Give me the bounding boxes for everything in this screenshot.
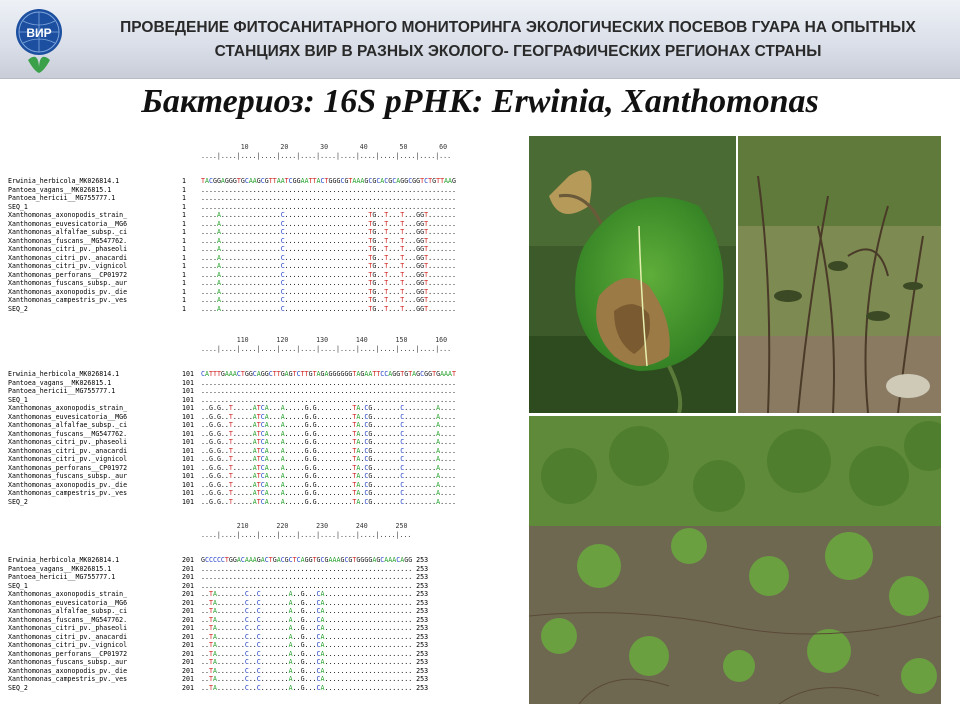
sequence-name: Xanthomonas_campestris_pv._ves xyxy=(8,296,128,304)
alignment-row xyxy=(8,387,524,396)
ruler-ticks xyxy=(8,531,524,540)
ruler-ticks xyxy=(8,152,524,161)
sequence-residues: ....A...............C.....................TG..T...T...GGT....... xyxy=(201,304,456,313)
ruler-text: ....|....|....|....|....|....|....|....|....|....|....|....|... xyxy=(201,151,452,160)
sequence-end-position: 253 xyxy=(412,590,429,598)
sequence-name: Pantoea_vagans__MK026815.1 xyxy=(8,564,112,573)
alignment-row xyxy=(8,271,524,280)
alignment-row xyxy=(8,650,524,659)
header-title xyxy=(88,16,948,64)
ruler-numbers xyxy=(8,336,524,345)
sequence-residues: ....A...............C.....................TG..T...T...GGT....... xyxy=(201,236,456,245)
sequence-residues: ..TA.......C..C.......A..G...CA...................... 253 xyxy=(201,658,429,666)
alignment-row xyxy=(8,658,524,667)
sequence-position: 201 xyxy=(182,666,194,675)
sequence-name: SEQ_1 xyxy=(8,581,28,590)
sequence-alignment xyxy=(8,138,524,716)
alignment-row xyxy=(8,194,524,203)
alignment-row xyxy=(8,447,524,456)
alignment-row xyxy=(8,565,524,574)
sequence-position: 201 xyxy=(182,675,194,683)
alignment-row xyxy=(8,254,524,263)
sequence-residues: ..TA.......C..C.......A..G...CA...................... 253 xyxy=(201,598,429,607)
alignment-row xyxy=(8,288,524,297)
sequence-name: Pantoea_hericii__MG755777.1 xyxy=(8,573,116,581)
alignment-row xyxy=(8,211,524,220)
sequence-end-position: 253 xyxy=(412,641,429,649)
sequence-position: 201 xyxy=(182,632,194,641)
sequence-name: Xanthomonas_fuscans__MG547762. xyxy=(8,615,128,624)
ruler-numbers xyxy=(8,143,524,152)
sequence-name: Xanthomonas_alfalfae_subsp._ci xyxy=(8,228,128,236)
alignment-row xyxy=(8,675,524,684)
alignment-block xyxy=(8,143,524,313)
alignment-row xyxy=(8,220,524,229)
sequence-residues: ..G.G..T.....ATCA...A.....G.G.........TA.CG.......C........A.... xyxy=(201,463,456,472)
ruler-ticks xyxy=(8,345,524,354)
sequence-residues: ..G.G..T.....ATCA...A.....G.G.........TA.CG.......C........A.... xyxy=(201,404,456,412)
sequence-position: 201 xyxy=(182,683,194,692)
sequence-position: 201 xyxy=(182,658,194,666)
sequence-name: Xanthomonas_perforans__CP01972 xyxy=(8,463,128,472)
alignment-row xyxy=(8,624,524,633)
sequence-position: 1 xyxy=(182,236,186,245)
sequence-position: 201 xyxy=(182,581,194,590)
sequence-residues: ..................................................... 253 xyxy=(201,573,429,581)
sequence-position: 1 xyxy=(182,279,186,287)
sequence-name: Xanthomonas_alfalfae_subsp._ci xyxy=(8,607,128,615)
sequence-residues: CATTTGAAACTGGCAGGCTTGAGTCTTGTAGAGGGGGGTAGAATTCCAGGTGTAGCGGTGAAAT xyxy=(201,370,456,378)
sequence-position: 201 xyxy=(182,615,194,624)
sequence-residues: ..G.G..T.....ATCA...A.....G.G.........TA.CG.......C........A.... xyxy=(201,429,456,438)
sequence-residues: ..G.G..T.....ATCA...A.....G.G.........TA.CG.......C........A.... xyxy=(201,472,456,480)
sequence-name: Xanthomonas_euvesicatoria__MG6 xyxy=(8,412,128,421)
sequence-residues: ................................................................ xyxy=(201,378,456,387)
alignment-block xyxy=(8,522,524,692)
sequence-residues: ..G.G..T.....ATCA...A.....G.G.........TA.CG.......C........A.... xyxy=(201,480,456,489)
alignment-row xyxy=(8,186,524,195)
alignment-row xyxy=(8,421,524,430)
sequence-residues: ....A...............C.....................TG..T...T...GGT....... xyxy=(201,245,456,253)
sequence-residues: ..G.G..T.....ATCA...A.....G.G.........TA.CG.......C........A.... xyxy=(201,438,456,446)
sequence-name: Erwinia_herbicola_MK026814.1 xyxy=(8,177,120,185)
sequence-residues: ..................................................... 253 xyxy=(201,581,429,590)
sequence-position: 101 xyxy=(182,404,194,412)
alignment-row xyxy=(8,641,524,650)
sequence-position: 101 xyxy=(182,421,194,429)
alignment-row xyxy=(8,430,524,439)
slide-title: Бактериоз: 16S рРНК: Erwinia, Xanthomonas xyxy=(141,83,819,120)
sequence-position: 201 xyxy=(182,598,194,607)
sequence-position: 101 xyxy=(182,395,194,404)
sequence-position: 201 xyxy=(182,590,194,598)
alignment-row xyxy=(8,481,524,490)
sequence-position: 1 xyxy=(182,296,186,304)
sequence-name: Xanthomonas_perforans__CP01972 xyxy=(8,270,128,279)
sequence-position: 201 xyxy=(182,573,194,581)
sequence-name: Xanthomonas_fuscans_subsp._aur xyxy=(8,658,128,666)
sequence-position: 201 xyxy=(182,607,194,615)
sequence-name: Erwinia_herbicola_MK026814.1 xyxy=(8,556,120,564)
sequence-name: Xanthomonas_citri_pv._phaseoli xyxy=(8,624,128,632)
alignment-row xyxy=(8,203,524,212)
sequence-position: 1 xyxy=(182,185,186,194)
sequence-name: Erwinia_herbicola_MK026814.1 xyxy=(8,370,120,378)
sequence-name: Pantoea_hericii__MG755777.1 xyxy=(8,194,116,202)
sequence-position: 1 xyxy=(182,194,186,202)
sequence-residues: ....A...............C.....................TG..T...T...GGT....... xyxy=(201,270,456,279)
sequence-position: 1 xyxy=(182,253,186,262)
alignment-row xyxy=(8,498,524,507)
alignment-row xyxy=(8,472,524,481)
sequence-residues: ..TA.......C..C.......A..G...CA...................... 253 xyxy=(201,649,429,658)
sequence-name: Xanthomonas_citri_pv._anacardi xyxy=(8,446,128,455)
sequence-position: 101 xyxy=(182,480,194,489)
alignment-row xyxy=(8,245,524,254)
sequence-position: 101 xyxy=(182,489,194,497)
sequence-residues: ................................................................ xyxy=(201,194,456,202)
sequence-residues: ..TA.......C..C.......A..G...CA...................... 253 xyxy=(201,641,429,649)
sequence-end-position: 253 xyxy=(412,683,429,692)
sequence-position: 1 xyxy=(182,262,186,270)
sequence-position: 101 xyxy=(182,455,194,463)
sequence-residues: ................................................................ xyxy=(201,395,456,404)
sequence-residues: ....A...............C.....................TG..T...T...GGT....... xyxy=(201,262,456,270)
alignment-row xyxy=(8,438,524,447)
ruler-text: 210 220 230 240 250 xyxy=(201,522,408,530)
alignment-row xyxy=(8,177,524,186)
sequence-residues: ....A...............C.....................TG..T...T...GGT....... xyxy=(201,296,456,304)
sequence-residues: ................................................................ xyxy=(201,202,456,211)
sequence-name: Xanthomonas_axonopodis_pv._die xyxy=(8,287,128,296)
sequence-residues: ................................................................ xyxy=(201,387,456,395)
sequence-name: Xanthomonas_axonopodis_strain_ xyxy=(8,211,128,219)
sequence-name: Xanthomonas_fuscans__MG547762. xyxy=(8,236,128,245)
sequence-name: SEQ_2 xyxy=(8,304,28,313)
sequence-name: Xanthomonas_fuscans__MG547762. xyxy=(8,429,128,438)
sequence-position: 101 xyxy=(182,387,194,395)
sequence-name: Xanthomonas_axonopodis_strain_ xyxy=(8,404,128,412)
sequence-position: 1 xyxy=(182,228,186,236)
sequence-residues: ..G.G..T.....ATCA...A.....G.G.........TA.CG.......C........A.... xyxy=(201,412,456,421)
sequence-name: Xanthomonas_citri_pv._vignicol xyxy=(8,455,128,463)
alignment-row xyxy=(8,489,524,498)
sequence-end-position: 253 xyxy=(412,658,429,666)
sequence-position: 1 xyxy=(182,287,186,296)
slide-header xyxy=(0,0,960,79)
alignment-row xyxy=(8,237,524,246)
alignment-row xyxy=(8,413,524,422)
alignment-row xyxy=(8,370,524,379)
header-title-line-2: СТАНЦИЯХ ВИР В РАЗНЫХ ЭКОЛОГО- ГЕОГРАФИЧЕСКИХ РЕГИОНАХ СТРАНЫ xyxy=(214,43,822,60)
alignment-row xyxy=(8,590,524,599)
sequence-end-position: 253 xyxy=(412,564,429,573)
sequence-residues: ..TA.......C..C.......A..G...CA...................... 253 xyxy=(201,632,429,641)
sequence-position: 201 xyxy=(182,564,194,573)
sequence-name: SEQ_1 xyxy=(8,202,28,211)
sequence-position: 101 xyxy=(182,463,194,472)
guar-leaf-bacteriosis-photo xyxy=(529,136,736,413)
sequence-end-position: 253 xyxy=(412,598,429,607)
vir-logo-icon xyxy=(10,5,68,77)
sequence-residues: GCCCCCTGGACAAAGACTGACGCTCAGGTGCGAAAGCGTGGGGAGCAAACAGG 253 xyxy=(201,556,429,564)
sequence-end-position: 253 xyxy=(412,573,429,581)
sequence-name: Xanthomonas_axonopodis_pv._die xyxy=(8,666,128,675)
sequence-name: Pantoea_hericii__MG755777.1 xyxy=(8,387,116,395)
sequence-end-position: 253 xyxy=(412,675,429,683)
sequence-name: Xanthomonas_axonopodis_strain_ xyxy=(8,590,128,598)
sequence-name: Xanthomonas_citri_pv._vignicol xyxy=(8,641,128,649)
alignment-row xyxy=(8,582,524,591)
ruler-text: ....|....|....|....|....|....|....|....|....|....|....|....|... xyxy=(201,344,452,353)
sequence-residues: ....A...............C.....................TG..T...T...GGT....... xyxy=(201,279,456,287)
ruler-text: ....|....|....|....|....|....|....|....|....|....|... xyxy=(201,530,412,539)
alignment-row xyxy=(8,607,524,616)
alignment-row xyxy=(8,262,524,271)
sequence-residues: ..TA.......C..C.......A..G...CA...................... 253 xyxy=(201,607,429,615)
logo-text: ВИР xyxy=(26,26,52,40)
ruler-text: 110 120 130 140 150 160 xyxy=(201,336,448,344)
sequence-end-position: 253 xyxy=(412,607,429,615)
alignment-row xyxy=(8,228,524,237)
sequence-name: Xanthomonas_citri_pv._anacardi xyxy=(8,253,128,262)
sequence-residues: ..TA.......C..C.......A..G...CA...................... 253 xyxy=(201,615,429,624)
sequence-name: Xanthomonas_fuscans_subsp._aur xyxy=(8,279,128,287)
alignment-row xyxy=(8,404,524,413)
sequence-position: 1 xyxy=(182,245,186,253)
sequence-position: 101 xyxy=(182,412,194,421)
alignment-row xyxy=(8,296,524,305)
sequence-residues: ....A...............C.....................TG..T...T...GGT....... xyxy=(201,211,456,219)
sequence-residues: ..G.G..T.....ATCA...A.....G.G.........TA.CG.......C........A.... xyxy=(201,455,456,463)
sequence-position: 101 xyxy=(182,446,194,455)
sequence-position: 201 xyxy=(182,649,194,658)
sequence-position: 101 xyxy=(182,429,194,438)
sequence-name: Xanthomonas_axonopodis_pv._die xyxy=(8,480,128,489)
sequence-position: 101 xyxy=(182,438,194,446)
alignment-row xyxy=(8,396,524,405)
sequence-residues: ................................................................ xyxy=(201,185,456,194)
ruler-numbers xyxy=(8,522,524,531)
sequence-name: Xanthomonas_euvesicatoria__MG6 xyxy=(8,598,128,607)
sequence-name: SEQ_2 xyxy=(8,497,28,506)
sequence-residues: ....A...............C.....................TG..T...T...GGT....... xyxy=(201,219,456,228)
alignment-row xyxy=(8,305,524,314)
alignment-row xyxy=(8,379,524,388)
ruler-text: 10 20 30 40 50 60 xyxy=(201,143,448,151)
sequence-residues: ....A...............C.....................TG..T...T...GGT....... xyxy=(201,287,456,296)
sequence-residues: ..TA.......C..C.......A..G...CA...................... 253 xyxy=(201,675,429,683)
sequence-name: Xanthomonas_campestris_pv._ves xyxy=(8,675,128,683)
sequence-residues: ..TA.......C..C.......A..G...CA...................... 253 xyxy=(201,624,429,632)
sequence-name: Xanthomonas_citri_pv._vignicol xyxy=(8,262,128,270)
alignment-row xyxy=(8,633,524,642)
sequence-position: 1 xyxy=(182,211,186,219)
sequence-name: Xanthomonas_citri_pv._phaseoli xyxy=(8,438,128,446)
sequence-end-position: 253 xyxy=(412,615,429,624)
sequence-end-position: 253 xyxy=(412,666,429,675)
sequence-name: SEQ_1 xyxy=(8,395,28,404)
field-plot-photo xyxy=(529,416,941,704)
sequence-end-position: 253 xyxy=(412,581,429,590)
sequence-position: 101 xyxy=(182,472,194,480)
sequence-name: Xanthomonas_alfalfae_subsp._ci xyxy=(8,421,128,429)
sequence-residues: ..G.G..T.....ATCA...A.....G.G.........TA.CG.......C........A.... xyxy=(201,497,456,506)
sequence-position: 1 xyxy=(182,304,186,313)
sequence-end-position: 253 xyxy=(412,632,429,641)
sequence-name: Xanthomonas_citri_pv._anacardi xyxy=(8,632,128,641)
alignment-row xyxy=(8,616,524,625)
sequence-position: 1 xyxy=(182,177,186,185)
sequence-name: Xanthomonas_euvesicatoria__MG6 xyxy=(8,219,128,228)
sequence-position: 1 xyxy=(182,202,186,211)
sequence-residues: ..G.G..T.....ATCA...A.....G.G.........TA.CG.......C........A.... xyxy=(201,421,456,429)
alignment-row xyxy=(8,279,524,288)
sequence-position: 201 xyxy=(182,556,194,564)
alignment-row xyxy=(8,667,524,676)
sequence-residues: ....A...............C.....................TG..T...T...GGT....... xyxy=(201,228,456,236)
sequence-residues: ..TA.......C..C.......A..G...CA...................... 253 xyxy=(201,683,429,692)
sequence-position: 1 xyxy=(182,270,186,279)
sequence-position: 101 xyxy=(182,497,194,506)
sequence-name: Xanthomonas_campestris_pv._ves xyxy=(8,489,128,497)
sequence-position: 201 xyxy=(182,641,194,649)
sequence-name: Xanthomonas_perforans__CP01972 xyxy=(8,649,128,658)
sequence-name: Pantoea_vagans__MK026815.1 xyxy=(8,378,112,387)
sequence-name: SEQ_2 xyxy=(8,683,28,692)
alignment-block xyxy=(8,336,524,506)
alignment-row xyxy=(8,556,524,565)
sequence-residues: ..G.G..T.....ATCA...A.....G.G.........TA.CG.......C........A.... xyxy=(201,446,456,455)
sequence-residues: ..TA.......C..C.......A..G...CA...................... 253 xyxy=(201,666,429,675)
alignment-row xyxy=(8,573,524,582)
alignment-row xyxy=(8,455,524,464)
sequence-residues: ....A...............C.....................TG..T...T...GGT....... xyxy=(201,253,456,262)
alignment-row xyxy=(8,464,524,473)
sequence-residues: ..G.G..T.....ATCA...A.....G.G.........TA.CG.......C........A.... xyxy=(201,489,456,497)
header-title-line-1: ПРОВЕДЕНИЕ ФИТОСАНИТАРНОГО МОНИТОРИНГА ЭКОЛОГИЧЕСКИХ ПОСЕВОВ ГУАРА НА ОПЫТНЫХ xyxy=(120,19,916,36)
sequence-end-position: 253 xyxy=(412,649,429,658)
alignment-row xyxy=(8,684,524,693)
sequence-position: 101 xyxy=(182,370,194,378)
sequence-position: 1 xyxy=(182,219,186,228)
sequence-position: 201 xyxy=(182,624,194,632)
sequence-name: Xanthomonas_fuscans_subsp._aur xyxy=(8,472,128,480)
alignment-row xyxy=(8,599,524,608)
sequence-position: 101 xyxy=(182,378,194,387)
sequence-name: Xanthomonas_citri_pv._phaseoli xyxy=(8,245,128,253)
sequence-end-position: 253 xyxy=(412,624,429,632)
sequence-end-position: 253 xyxy=(412,556,429,564)
sequence-name: Pantoea_vagans__MK026815.1 xyxy=(8,185,112,194)
sequence-residues: ..TA.......C..C.......A..G...CA...................... 253 xyxy=(201,590,429,598)
dried-plants-photo xyxy=(738,136,941,413)
sequence-residues: ..................................................... 253 xyxy=(201,564,429,573)
sequence-residues: TACGGAGGGTGCAAGCGTTAATCGGAATTACTGGGCGTAAAGCGCACGCAGGCGGTCTGTTAAG xyxy=(201,177,456,185)
